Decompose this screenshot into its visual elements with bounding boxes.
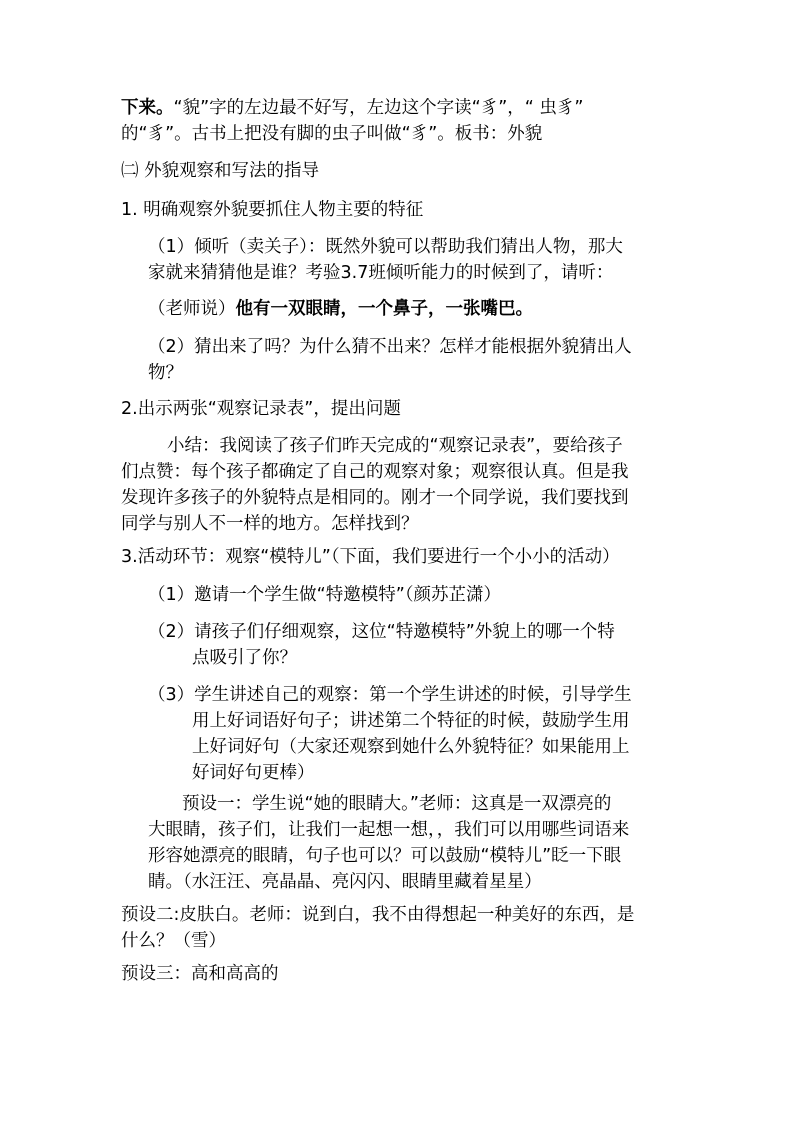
preset-3: 预设三：高和高高的 [121, 964, 279, 984]
teacher-says-bold: 他有一双眼睛，一个鼻子，一张嘴巴。 [235, 299, 533, 319]
teacher-says-line [148, 296, 533, 322]
preset-1-line-2: 大眼睛，孩子们，让我们一起想一想，，我们可以用哪些词语来 [148, 820, 630, 840]
item-3-sub-3-line-3: 上好词好句（大家还观察到她什么外貌特征？如果能用上 [192, 737, 630, 757]
item-3-sub-3-line-2: 用上好词语好句子；讲述第二个特征的时候，鼓励学生用 [192, 711, 630, 731]
item-3-sub-2-line-2: 点吸引了你？ [192, 648, 297, 668]
item-1-sub-2-line-2: 物？ [148, 363, 183, 383]
summary-line-4: 同学与别人不一样的地方。怎样找到？ [121, 514, 419, 534]
teacher-says-label: （老师说） [148, 299, 236, 319]
summary-line-3: 发现许多孩子的外貌特点是相同的。刚才一个同学说，我们要找到 [121, 488, 629, 508]
intro-line-2: 的“豸”。古书上把没有脚的虫子叫做“豸”。板书：外貌 [121, 124, 543, 144]
preset-2-line-1: 预设二:皮肤白。老师：说到白，我不由得想起一种美好的东西，是 [121, 905, 635, 925]
item-3-sub-1: （1）邀请一个学生做“特邀模特”（颜苏芷潇） [148, 585, 502, 605]
summary-line-1: 小结：我阅读了孩子们昨天完成的“观察记录表”，要给孩子 [167, 436, 623, 456]
preset-1-line-3: 形容她漂亮的眼睛，句子也可以？可以鼓励“模特儿”眨一下眼 [148, 846, 622, 866]
intro-line-1 [121, 95, 583, 121]
intro-bold-start: 下来。 [121, 98, 174, 118]
item-1-sub-1-line-1: （1）倾听（卖关子）：既然外貌可以帮助我们猜出人物，那大 [148, 237, 623, 257]
item-2-heading: 2.出示两张“观察记录表”，提出问题 [121, 399, 401, 419]
item-1-sub-1-line-2: 家就来猜猜他是谁？考验3.7班倾听能力的时候到了，请听： [148, 263, 614, 283]
item-3-sub-3-line-4: 好词好句更棒） [192, 763, 315, 783]
item-3-sub-2-line-1: （2）请孩子们仔细观察，这位“特邀模特”外貌上的哪一个特 [148, 622, 615, 642]
preset-1-line-4: 睛。（水汪汪、亮晶晶、亮闪闪、眼睛里藏着星星） [148, 872, 542, 892]
item-3-sub-3-line-1: （3）学生讲述自己的观察：第一个学生讲述的时候，引导学生 [148, 685, 632, 705]
item-3-heading: 3.活动环节：观察“模特儿”（下面，我们要进行一个小小的活动） [121, 547, 620, 567]
item-1-sub-2-line-1: （2）猜出来了吗？为什么猜不出来？怎样才能根据外貌猜出人 [148, 337, 632, 357]
preset-2-line-2: 什么？（雪） [121, 931, 226, 951]
preset-1-line-1: 预设一：学生说“她的眼睛大。”老师：这真是一双漂亮的 [182, 794, 612, 814]
section-2-heading: ㈡ 外貌观察和写法的指导 [121, 161, 320, 181]
item-1-heading: 1. 明确观察外貌要抓住人物主要的特征 [121, 200, 424, 220]
intro-line-1-text: “貌”字的左边最不好写，左边这个字读“豸”，“ 虫豸” [173, 98, 584, 118]
summary-line-2: 们点赞：每个孩子都确定了自己的观察对象；观察很认真。但是我 [121, 462, 629, 482]
